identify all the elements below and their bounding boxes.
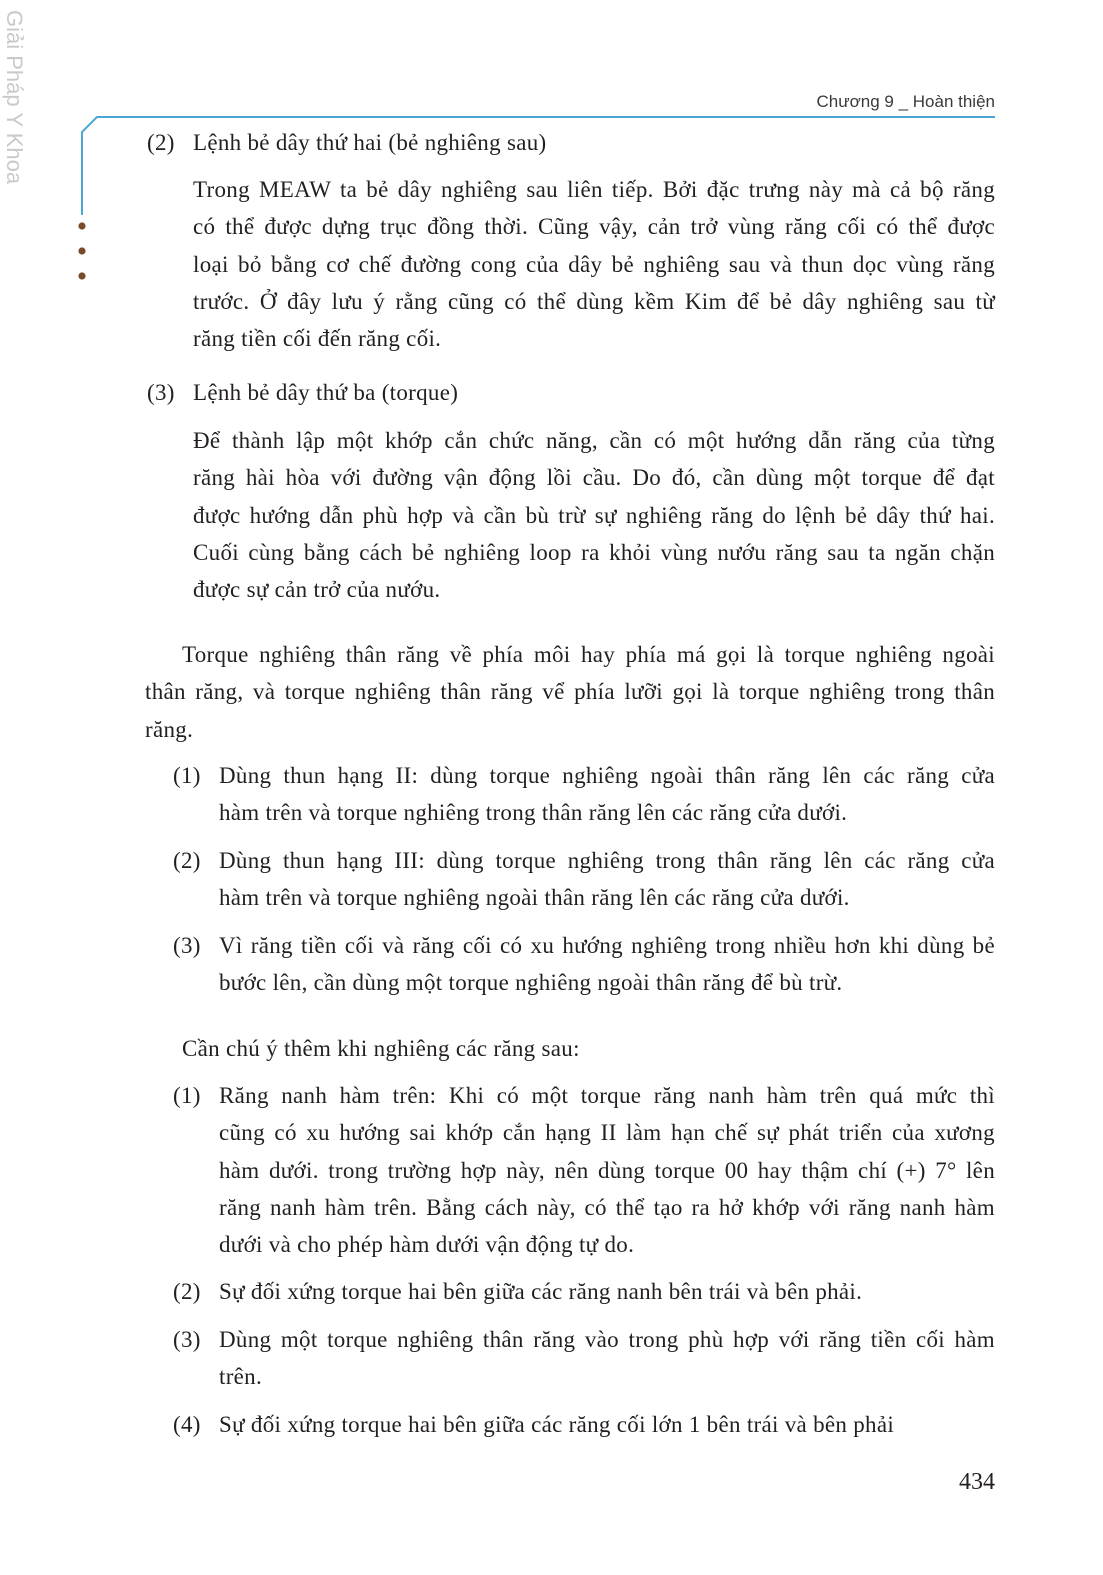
list-item	[173, 927, 995, 1002]
text-line: dưới và cho phép hàm dưới vận động tự do.	[219, 1232, 635, 1258]
text-line: bước lên, cần dùng một torque nghiêng ngoài thân răng để bù trừ.	[219, 970, 843, 996]
text-line: trước. Ở đây lưu ý rằng cũng có thể dùng kềm Kim để bẻ dây nghiêng sau từ	[193, 288, 995, 314]
list-number: (1)	[173, 1083, 201, 1108]
text-line: cũng có xu hướng sai khớp cắn hạng II làm hạn chế sự phát triển của xương	[219, 1120, 995, 1146]
list-text	[219, 1273, 995, 1310]
list-text	[219, 842, 995, 917]
list-text	[219, 927, 995, 1002]
list-text	[219, 1077, 995, 1263]
list-number: (2)	[173, 1279, 201, 1304]
text-line: thân răng, và torque nghiêng thân răng vể phía lưỡi gọi là torque nghiêng trong thân	[145, 679, 995, 705]
text-line: Dùng một torque nghiêng thân răng vào trong phù hợp với răng tiền cối hàm	[219, 1327, 995, 1352]
text-line: Sự đối xứng torque hai bên giữa các răng nanh bên trái và bên phải.	[219, 1279, 863, 1304]
list-text	[219, 1406, 995, 1443]
text-line: Trong MEAW ta bẻ dây nghiêng sau liên tiếp. Bởi đặc trưng này mà cả bộ răng	[193, 177, 995, 202]
text-line: Sự đối xứng torque hai bên giữa các răng cối lớn 1 bên trái và bên phải	[219, 1412, 895, 1437]
list-number: (3)	[173, 1327, 201, 1352]
text-line: loại bỏ bằng cơ chế đường cong của dây bẻ nghiêng sau và thun dọc vùng răng	[193, 251, 995, 277]
text-line: Dùng thun hạng III: dùng torque nghiêng trong thân răng lên các răng cửa	[219, 848, 995, 873]
section-paragraph	[193, 422, 995, 608]
text-line: Vì răng tiền cối và răng cối có xu hướng nghiêng trong nhiều hơn khi dùng bẻ	[219, 933, 995, 958]
text-line: Dùng thun hạng II: dùng torque nghiêng ngoài thân răng lên các răng cửa	[219, 763, 995, 788]
text-line: hàm trên và torque nghiêng ngoài thân răng lên các răng cửa dưới.	[219, 885, 850, 911]
section-title: Lệnh bẻ dây thứ ba (torque)	[193, 380, 459, 405]
text-line: răng nanh hàm trên. Bằng cách này, có thể tạo ra hở khớp với răng nanh hàm	[219, 1194, 995, 1220]
text-line: răng.	[145, 716, 194, 742]
text-line: răng tiền cối đến răng cối.	[193, 326, 442, 352]
text-line: được sự cản trở của nướu.	[193, 577, 441, 603]
section-heading	[147, 374, 995, 411]
text-line: răng hài hòa với đường vận động lồi cầu. Do đó, cần dùng một torque để đạt	[193, 465, 995, 491]
watermark: Giải Pháp Y Khoa	[2, 10, 27, 185]
list-text	[219, 1321, 995, 1396]
margin-dot	[78, 222, 85, 229]
list-number: (3)	[173, 933, 201, 958]
section-heading	[147, 124, 995, 161]
text-line: Để thành lập một khớp cắn chức năng, cần có một hướng dẫn răng của từng	[193, 428, 995, 453]
text-line: hàm dưới. trong trường hợp này, nên dùng torque 00 hay thậm chí (+) 7° lên	[219, 1157, 995, 1183]
text-line: được hướng dẫn phù hợp và cần bù trừ sự nghiêng răng do lệnh bẻ dây thứ hai.	[193, 502, 995, 528]
list-item	[173, 1273, 995, 1310]
list-item	[173, 757, 995, 832]
list-item	[173, 1077, 995, 1263]
section-title: Lệnh bẻ dây thứ hai (bẻ nghiêng sau)	[193, 130, 547, 155]
text-line: hàm trên và torque nghiêng trong thân răng lên các răng cửa dưới.	[219, 800, 848, 826]
list-number: (4)	[173, 1412, 201, 1437]
list-item	[173, 1321, 995, 1396]
text-line: Răng nanh hàm trên: Khi có một torque răng nanh hàm trên quá mức thì	[219, 1083, 995, 1108]
text-line: Torque nghiêng thân răng về phía môi hay phía má gọi là torque nghiêng ngoài	[182, 642, 995, 667]
note-intro: Cần chú ý thêm khi nghiêng các răng sau:	[182, 1036, 580, 1061]
list-number: (1)	[173, 763, 201, 788]
list-text	[219, 757, 995, 832]
margin-dot	[78, 272, 85, 279]
section-number: (2)	[147, 130, 175, 155]
section-paragraph	[193, 171, 995, 357]
list-item	[173, 1406, 995, 1443]
page-number: 434	[959, 1469, 995, 1495]
torque-definition-paragraph	[145, 636, 995, 748]
list-item	[173, 842, 995, 917]
text-line: Cuối cùng bằng cách bẻ nghiêng loop ra khỏi vùng nướu răng sau ta ngăn chặn	[193, 539, 995, 565]
list-number: (2)	[173, 848, 201, 873]
text-line: có thể được dựng trục đồng thời. Cũng vậy, cản trở vùng răng cối có thể được	[193, 214, 995, 240]
margin-dot	[78, 247, 85, 254]
section-number: (3)	[147, 380, 175, 405]
text-line: trên.	[219, 1364, 263, 1390]
running-header: Chương 9 _ Hoàn thiện	[816, 92, 995, 111]
